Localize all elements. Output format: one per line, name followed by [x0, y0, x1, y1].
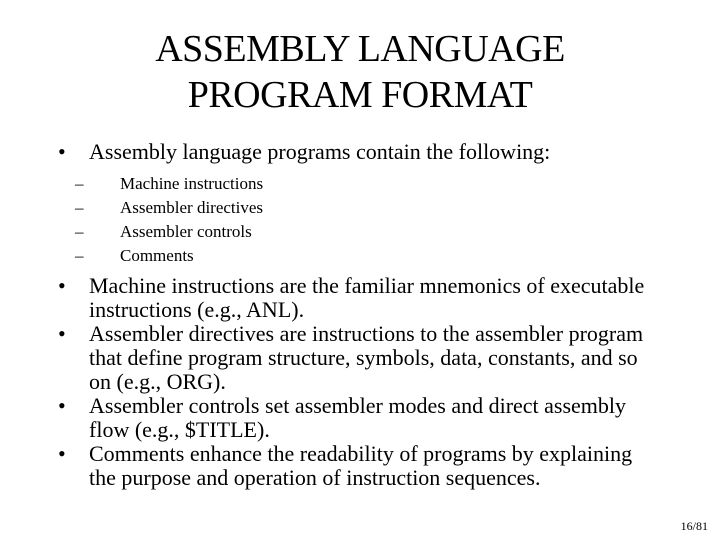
- bullet-item: [58, 394, 658, 442]
- sub-item: [58, 172, 658, 196]
- bullet-text: Machine instructions are the familiar mnemonics of executable instructions (e.g., ANL).: [89, 273, 645, 322]
- slide-title: [0, 26, 720, 118]
- sub-item: [58, 196, 658, 220]
- bullet-list: [58, 140, 658, 490]
- bullet-marker: •: [58, 441, 66, 466]
- bullet-text: Assembler directives are instructions to the assembler program that define program structure, symbols, data, constants, and so on (e.g., ORG).: [89, 321, 644, 394]
- dash-marker: –: [75, 174, 84, 193]
- bullet-marker: •: [58, 393, 66, 418]
- bullet-text: Assembler controls set assembler modes and direct assembly flow (e.g., $TITLE).: [89, 393, 627, 442]
- dash-marker: –: [75, 198, 84, 217]
- bullet-text: Assembly language programs contain the following:: [89, 139, 551, 164]
- title-line-1: ASSEMBLY LANGUAGE: [155, 28, 565, 70]
- sub-item: [58, 220, 658, 244]
- bullet-marker: •: [58, 139, 66, 164]
- sub-item-text: Assembler controls: [120, 222, 252, 241]
- sub-list: [58, 172, 658, 268]
- page-number: 16/81: [680, 519, 708, 533]
- bullet-item: [58, 442, 658, 490]
- bullet-marker: •: [58, 273, 66, 298]
- bullet-item: [58, 274, 658, 322]
- sub-item-text: Machine instructions: [120, 174, 264, 193]
- bullet-marker: •: [58, 321, 66, 346]
- bullet-item: [58, 322, 658, 394]
- bullet-text: Comments enhance the readability of programs by explaining the purpose and operation of instruction sequences.: [89, 441, 633, 490]
- title-line-2: PROGRAM FORMAT: [187, 74, 533, 116]
- sub-item-text: Assembler directives: [120, 198, 264, 217]
- sub-item-text: Comments: [120, 246, 194, 265]
- dash-marker: –: [75, 246, 84, 265]
- bullet-item: [58, 140, 658, 164]
- dash-marker: –: [75, 222, 84, 241]
- sub-item: [58, 244, 658, 268]
